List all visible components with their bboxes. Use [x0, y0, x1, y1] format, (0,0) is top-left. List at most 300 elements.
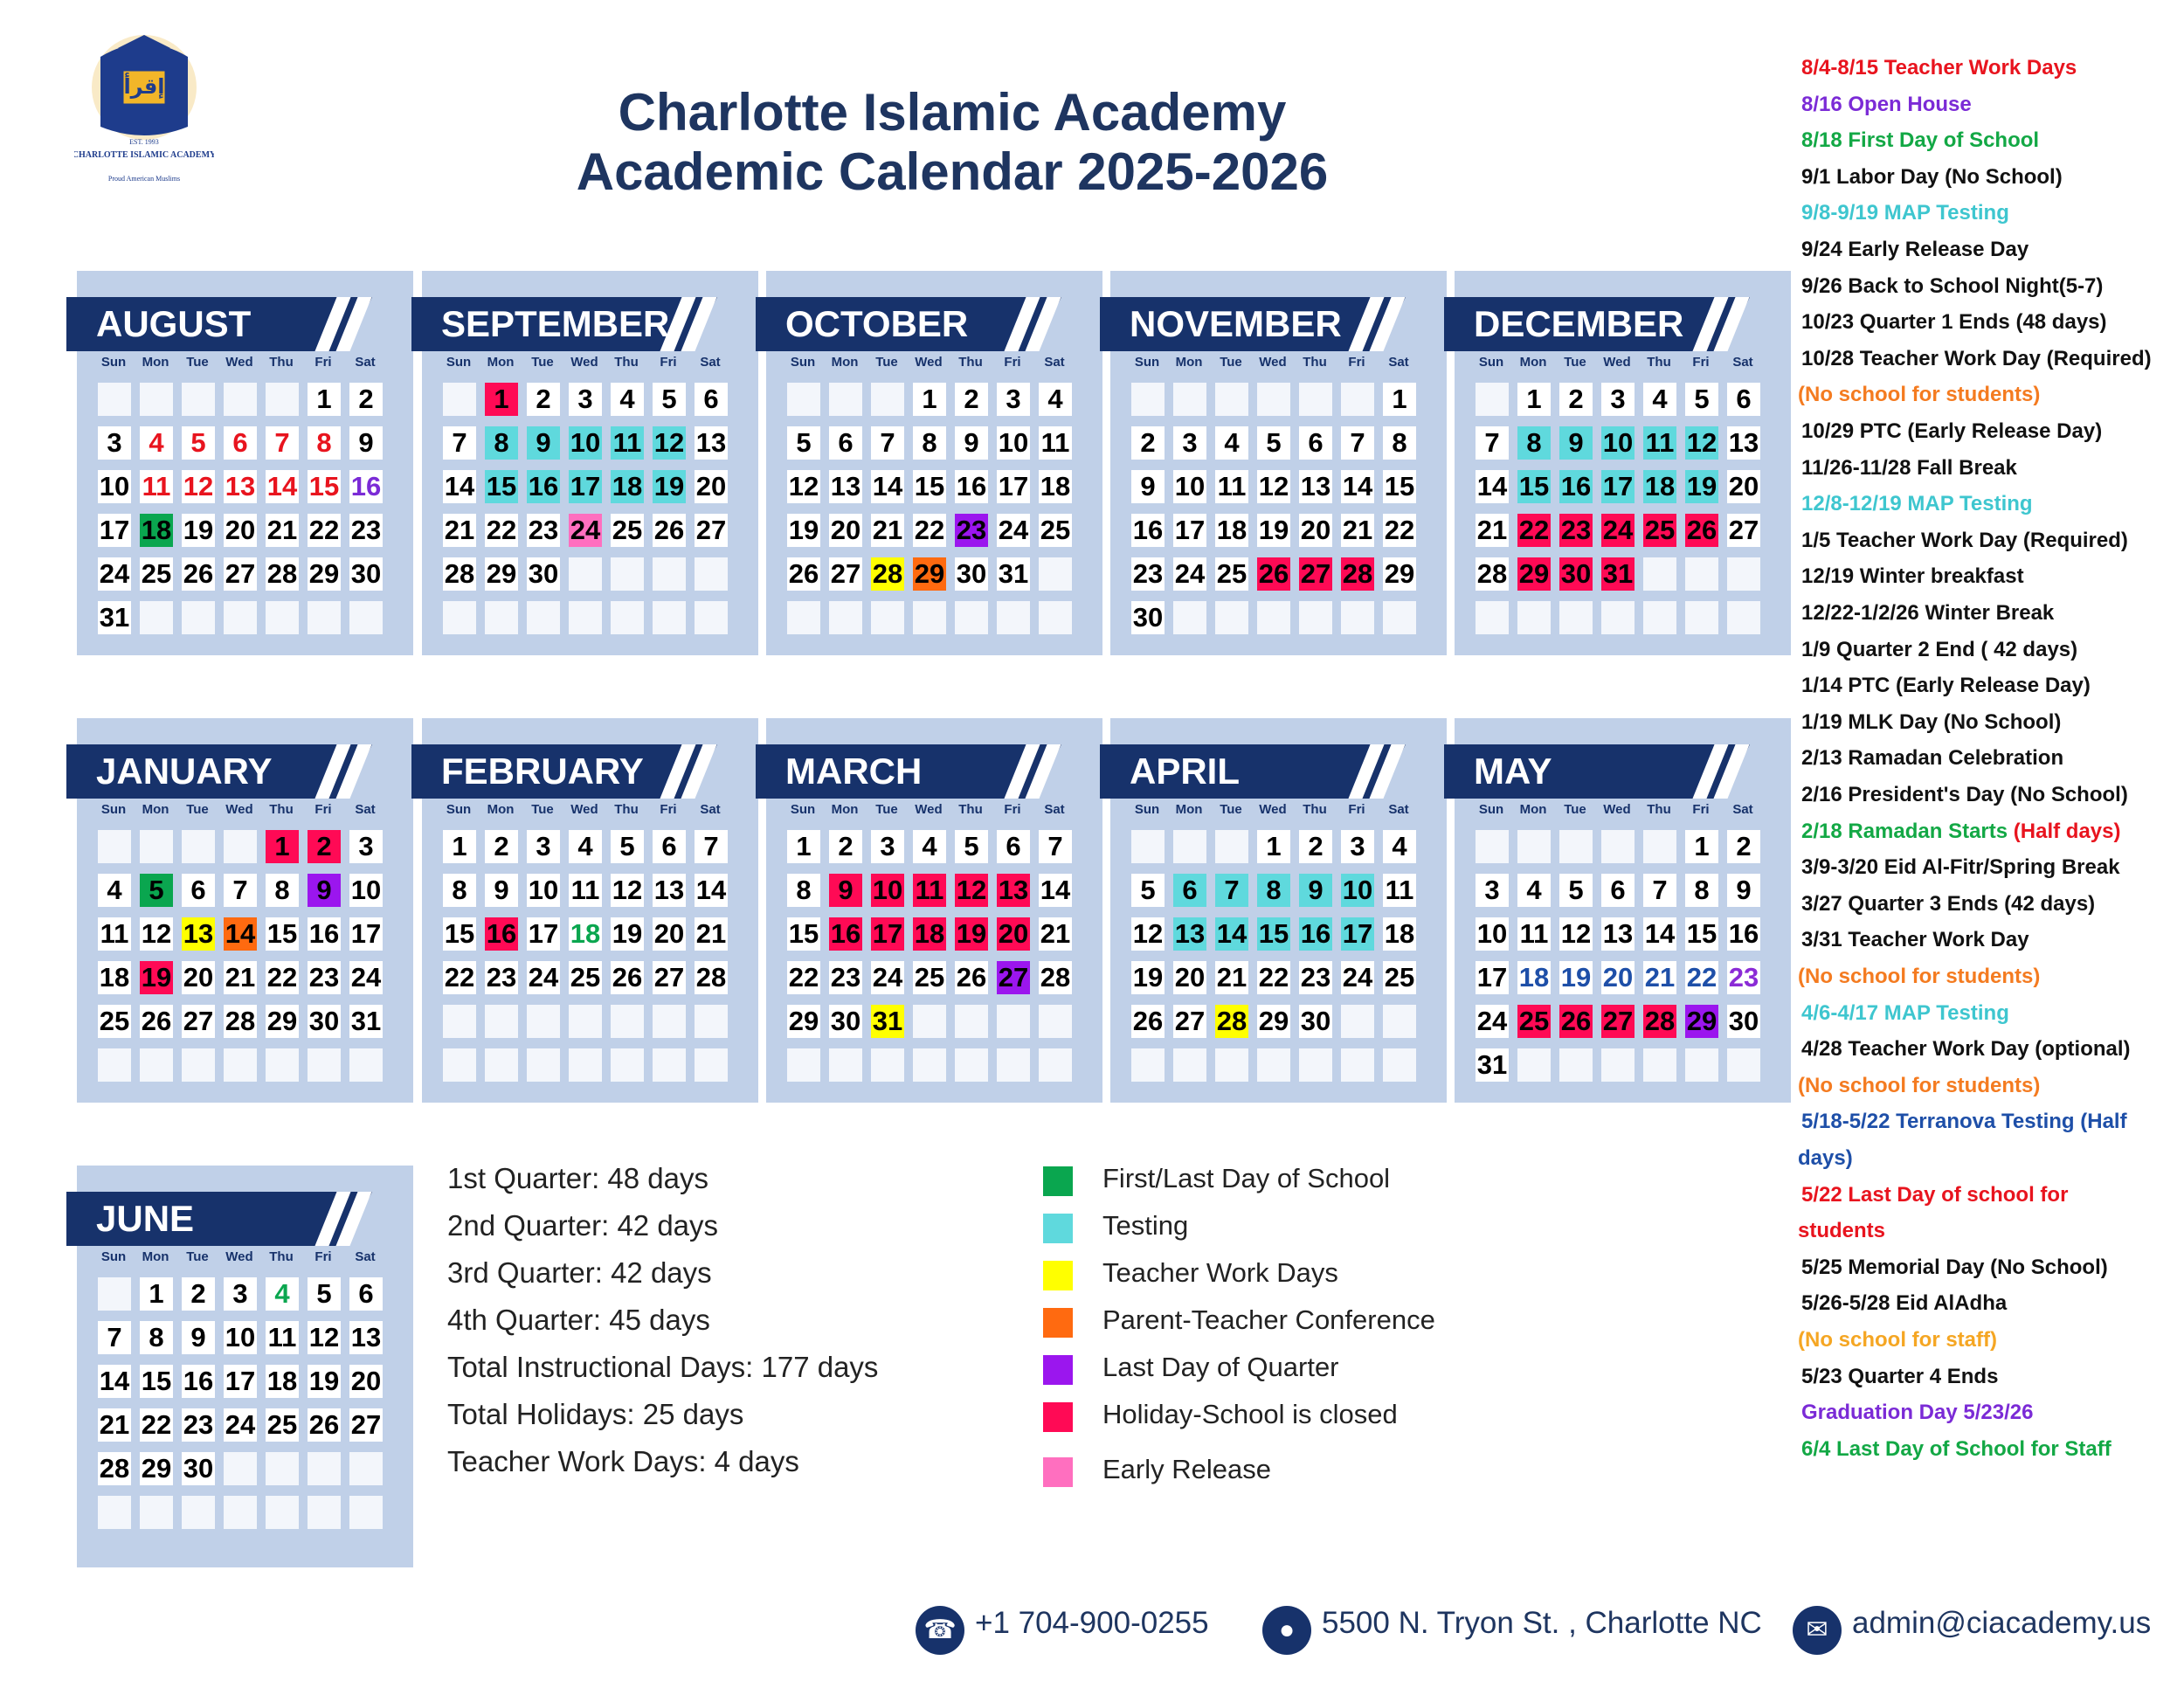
day-cell: 4 — [98, 874, 131, 907]
note-text: 2/16 President's Day (No School) — [1801, 783, 2128, 806]
day-cell: 7 — [266, 426, 299, 460]
note-item — [1801, 820, 2120, 844]
note-item — [1801, 638, 2077, 662]
day-cell: 7 — [98, 1321, 131, 1354]
empty-cell — [1131, 830, 1165, 863]
day-cell: 23 — [528, 515, 559, 545]
day-cell: 19 — [956, 918, 987, 949]
note-text: 1/9 Quarter 2 End ( 42 days) — [1801, 637, 2078, 661]
empty-cell — [224, 601, 257, 634]
day-cell: 23 — [956, 515, 987, 545]
empty-cell — [1476, 383, 1509, 416]
day-cell: 12 — [1258, 471, 1289, 502]
weekday-label: Tue — [875, 802, 898, 817]
day-cell: 10 — [1476, 918, 1508, 949]
day-cell: 4 — [1039, 383, 1072, 416]
day-cell: 21 — [225, 962, 256, 993]
weekday-label: Fri — [1692, 355, 1710, 370]
day-cell: 30 — [183, 1453, 214, 1484]
day-cell: 27 — [653, 962, 685, 993]
note-item — [1801, 1256, 2108, 1280]
day-cell: 23 — [183, 1409, 214, 1440]
empty-cell — [308, 1496, 341, 1529]
month-october — [766, 271, 1102, 655]
empty-cell — [1215, 601, 1248, 634]
empty-cell — [1685, 557, 1718, 591]
day-cell: 2 — [349, 383, 383, 416]
page-title — [489, 83, 1538, 202]
school-logo — [74, 22, 214, 188]
empty-cell — [1517, 1048, 1551, 1082]
day-cell: 17 — [1174, 515, 1206, 545]
empty-cell — [653, 601, 686, 634]
day-cell: 1 — [308, 383, 341, 416]
note-text: 3/31 Teacher Work Day — [1801, 928, 2029, 952]
note-text: 10/29 PTC (Early Release Day) — [1801, 419, 2103, 443]
note-item — [1801, 674, 2091, 698]
note-text: 1/14 PTC (Early Release Day) — [1801, 674, 2091, 698]
weekday-label: Fri — [1004, 802, 1021, 817]
day-cell: 29 — [141, 1453, 172, 1484]
weekday-label: Wed — [915, 355, 943, 370]
day-cell: 22 — [1258, 962, 1289, 993]
empty-cell — [1517, 601, 1551, 634]
day-cell: 14 — [1476, 471, 1508, 502]
day-cell: 7 — [224, 874, 257, 907]
empty-cell — [349, 1452, 383, 1485]
day-cell: 25 — [141, 558, 172, 589]
weekday-label: Sun — [100, 802, 127, 817]
day-cell: 1 — [140, 1277, 173, 1311]
title-line1: Charlotte Islamic Academy — [618, 83, 1287, 142]
day-cell: 12 — [183, 471, 214, 502]
empty-cell — [1039, 601, 1072, 634]
weekday-label: Tue — [1220, 355, 1242, 370]
empty-cell — [182, 830, 215, 863]
day-cell: 27 — [1300, 558, 1331, 589]
month-header: AUGUST — [66, 297, 346, 351]
empty-cell — [98, 1496, 131, 1529]
day-cell: 1 — [1685, 830, 1718, 863]
day-cell: 14 — [266, 471, 298, 502]
weekday-label: Tue — [531, 355, 554, 370]
empty-cell — [569, 557, 602, 591]
empty-cell — [527, 1005, 560, 1038]
empty-cell — [1341, 601, 1374, 634]
day-cell: 14 — [1644, 918, 1676, 949]
day-cell: 19 — [1132, 962, 1164, 993]
day-cell: 13 — [1174, 918, 1206, 949]
note-extra: (Half days) — [2008, 819, 2121, 843]
month-header: JANUARY — [66, 744, 346, 799]
day-cell: 12 — [308, 1322, 340, 1352]
empty-cell — [182, 601, 215, 634]
day-cell: 15 — [1258, 918, 1289, 949]
empty-cell — [349, 1048, 383, 1082]
weekday-label: Tue — [186, 355, 209, 370]
day-cell: 29 — [486, 558, 517, 589]
month-november — [1110, 271, 1447, 655]
note-item — [1801, 564, 2024, 589]
day-cell: 22 — [1686, 962, 1717, 993]
day-cell: 19 — [612, 918, 643, 949]
day-cell: 25 — [1644, 515, 1676, 545]
weekday-label: Tue — [1564, 355, 1586, 370]
day-cell: 21 — [1644, 962, 1676, 993]
weekday-label: Sun — [1134, 355, 1160, 370]
note-item — [1798, 965, 2040, 989]
logo-arabic-text: إقرأ — [123, 74, 165, 99]
day-cell: 22 — [444, 962, 475, 993]
day-cell: 25 — [612, 515, 643, 545]
day-cell: 27 — [1728, 515, 1759, 545]
note-item — [1798, 1074, 2040, 1098]
day-cell: 5 — [653, 383, 686, 416]
note-item — [1801, 928, 2029, 952]
day-cell: 10 — [1342, 875, 1373, 905]
day-cell: 16 — [956, 471, 987, 502]
empty-cell — [349, 601, 383, 634]
empty-cell — [611, 1048, 644, 1082]
empty-cell — [140, 1496, 173, 1529]
weekday-label: Fri — [1348, 802, 1365, 817]
contact-phone[interactable]: +1 704-900-0255 — [975, 1606, 1209, 1640]
legend-swatch — [1043, 1166, 1073, 1196]
day-cell: 27 — [830, 558, 861, 589]
day-cell: 12 — [956, 875, 987, 905]
day-cell: 8 — [443, 874, 476, 907]
day-cell: 11 — [1215, 470, 1248, 503]
empty-cell — [308, 1048, 341, 1082]
note-text: 1/5 Teacher Work Day (Required) — [1801, 528, 2128, 552]
empty-cell — [871, 383, 904, 416]
day-cell: 24 — [872, 962, 903, 993]
day-cell: 15 — [914, 471, 945, 502]
weekday-label: Fri — [1348, 355, 1365, 370]
day-cell: 13 — [183, 918, 214, 949]
empty-cell — [1299, 601, 1332, 634]
day-cell: 8 — [140, 1321, 173, 1354]
day-cell: 6 — [997, 830, 1030, 863]
empty-cell — [1643, 601, 1676, 634]
day-cell: 26 — [788, 558, 819, 589]
empty-cell — [1131, 383, 1165, 416]
empty-cell — [1643, 1048, 1676, 1082]
weekday-label: Thu — [269, 355, 294, 370]
month-header: JUNE — [66, 1192, 346, 1246]
note-text: 8/18 First Day of School — [1801, 128, 2040, 153]
empty-cell — [1559, 830, 1593, 863]
month-april — [1110, 718, 1447, 1103]
empty-cell — [913, 601, 946, 634]
empty-cell — [140, 383, 173, 416]
day-cell: 30 — [830, 1006, 861, 1036]
day-cell: 20 — [830, 515, 861, 545]
note-text: 5/22 Last Day of school for — [1801, 1182, 2069, 1207]
day-cell: 8 — [913, 426, 946, 460]
empty-cell — [1341, 1048, 1374, 1082]
day-cell: 5 — [955, 830, 988, 863]
empty-cell — [224, 383, 257, 416]
note-text: (No school for staff) — [1798, 1328, 1997, 1352]
day-cell: 9 — [1727, 874, 1760, 907]
day-cell: 5 — [1257, 426, 1290, 460]
empty-cell — [871, 601, 904, 634]
note-text: 8/4-8/15 Teacher Work Days — [1801, 56, 2077, 80]
day-cell: 15 — [1518, 471, 1550, 502]
empty-cell — [1173, 830, 1206, 863]
month-may — [1455, 718, 1791, 1103]
day-cell: 8 — [787, 874, 820, 907]
day-cell: 22 — [266, 962, 298, 993]
day-cell: 29 — [1518, 558, 1550, 589]
month-header: FEBRUARY — [411, 744, 691, 799]
day-cell: 14 — [444, 471, 475, 502]
day-cell: 17 — [1602, 471, 1634, 502]
empty-cell — [695, 1005, 728, 1038]
day-cell: 9 — [955, 426, 988, 460]
note-text: 12/8-12/19 MAP Testing — [1801, 492, 2033, 516]
note-item — [1798, 1146, 1853, 1171]
day-cell: 12 — [141, 918, 172, 949]
day-cell: 17 — [225, 1366, 256, 1396]
weekday-label: Mon — [1175, 802, 1203, 817]
empty-cell — [1559, 1048, 1593, 1082]
day-cell: 4 — [611, 383, 644, 416]
weekday-label: Fri — [314, 802, 332, 817]
day-cell: 16 — [1300, 918, 1331, 949]
empty-cell — [1383, 601, 1416, 634]
day-cell: 28 — [1040, 962, 1071, 993]
day-cell: 31 — [350, 1006, 382, 1036]
day-cell: 1 — [485, 383, 518, 416]
day-cell: 21 — [872, 515, 903, 545]
legend-label: Testing — [1102, 1210, 1189, 1241]
day-cell: 29 — [914, 558, 945, 589]
day-cell: 9 — [1131, 470, 1165, 503]
day-cell: 7 — [1341, 426, 1374, 460]
contact-email[interactable]: admin@ciacademy.us — [1852, 1606, 2152, 1640]
empty-cell — [140, 830, 173, 863]
day-cell: 7 — [1039, 830, 1072, 863]
location-pin-icon: ● — [1262, 1606, 1311, 1655]
empty-cell — [1601, 601, 1635, 634]
weekday-label: Thu — [269, 802, 294, 817]
legend-label: Parent-Teacher Conference — [1102, 1304, 1435, 1335]
empty-cell — [1173, 1048, 1206, 1082]
day-cell: 31 — [99, 602, 130, 633]
month-header: MARCH — [756, 744, 1035, 799]
note-item — [1801, 783, 2128, 807]
day-cell: 2 — [308, 830, 341, 863]
note-text: 3/9-3/20 Eid Al-Fitr/Spring Break — [1801, 855, 2120, 880]
weekday-label: Wed — [1603, 355, 1631, 370]
day-cell: 27 — [998, 962, 1029, 993]
weekday-label: Mon — [1519, 802, 1547, 817]
day-cell: 9 — [527, 426, 560, 460]
day-cell: 4 — [913, 830, 946, 863]
logo-est: EST. 1993 — [129, 138, 159, 146]
day-cell: 6 — [1299, 426, 1332, 460]
day-cell: 16 — [308, 918, 340, 949]
note-item — [1801, 746, 2063, 771]
quarter-line: 3rd Quarter: 42 days — [447, 1256, 712, 1289]
day-cell: 11 — [1517, 917, 1551, 951]
day-cell: 8 — [485, 426, 518, 460]
day-cell: 30 — [1300, 1006, 1331, 1036]
weekday-label: Sat — [1044, 355, 1065, 370]
day-cell: 8 — [1517, 426, 1551, 460]
day-cell: 7 — [695, 830, 728, 863]
day-cell: 13 — [998, 875, 1029, 905]
weekday-label: Wed — [1259, 355, 1287, 370]
day-cell: 4 — [266, 1277, 299, 1311]
day-cell: 14 — [695, 875, 727, 905]
day-cell: 19 — [183, 515, 214, 545]
day-cell: 12 — [1686, 427, 1717, 458]
empty-cell — [1173, 383, 1206, 416]
day-cell: 28 — [1216, 1006, 1248, 1036]
day-cell: 20 — [350, 1366, 382, 1396]
note-text: (No school for students) — [1798, 383, 2041, 407]
note-text: 2/13 Ramadan Celebration — [1801, 746, 2064, 771]
empty-cell — [98, 383, 131, 416]
note-text: 12/19 Winter breakfast — [1801, 564, 2024, 589]
day-cell: 29 — [1258, 1006, 1289, 1036]
day-cell: 9 — [829, 874, 862, 907]
day-cell: 30 — [1132, 602, 1164, 633]
weekday-label: Sun — [790, 355, 816, 370]
day-cell: 29 — [788, 1006, 819, 1036]
day-cell: 28 — [872, 558, 903, 589]
empty-cell — [1039, 557, 1072, 591]
day-cell: 19 — [308, 1366, 340, 1396]
empty-cell — [182, 383, 215, 416]
empty-cell — [1727, 557, 1760, 591]
day-cell: 23 — [1728, 962, 1759, 993]
empty-cell — [527, 601, 560, 634]
empty-cell — [308, 601, 341, 634]
weekday-label: Tue — [531, 802, 554, 817]
empty-cell — [266, 601, 299, 634]
day-cell: 8 — [1383, 426, 1416, 460]
weekday-label: Thu — [269, 1249, 294, 1264]
weekday-label: Sun — [100, 355, 127, 370]
empty-cell — [1257, 601, 1290, 634]
weekday-label: Sat — [1044, 802, 1065, 817]
day-cell: 24 — [99, 558, 130, 589]
empty-cell — [1383, 1005, 1416, 1038]
weekday-label: Wed — [225, 355, 253, 370]
weekday-label: Tue — [186, 802, 209, 817]
day-cell: 16 — [1728, 918, 1759, 949]
day-cell: 25 — [1518, 1006, 1550, 1036]
day-cell: 31 — [998, 558, 1029, 589]
day-cell: 9 — [349, 426, 383, 460]
day-cell: 5 — [140, 874, 173, 907]
weekday-label: Sun — [446, 802, 472, 817]
note-item — [1801, 274, 2103, 299]
month-header: DECEMBER — [1444, 297, 1724, 351]
day-cell: 31 — [1602, 558, 1634, 589]
weekday-label: Sat — [1732, 355, 1753, 370]
empty-cell — [611, 1005, 644, 1038]
weekday-label: Mon — [831, 802, 859, 817]
weekday-label: Sun — [100, 1249, 127, 1264]
empty-cell — [224, 830, 257, 863]
note-item — [1801, 710, 2061, 735]
note-item — [1801, 1183, 2068, 1207]
empty-cell — [611, 557, 644, 591]
note-item — [1798, 1219, 1885, 1243]
day-cell: 4 — [140, 426, 173, 460]
day-cell: 19 — [788, 515, 819, 545]
weekday-label: Sun — [1478, 355, 1504, 370]
day-cell: 13 — [1602, 918, 1634, 949]
day-cell: 22 — [141, 1409, 172, 1440]
empty-cell — [829, 1048, 862, 1082]
day-cell: 18 — [1216, 515, 1248, 545]
note-text: (No school for students) — [1798, 965, 2041, 988]
empty-cell — [1383, 1048, 1416, 1082]
note-item — [1798, 383, 2040, 407]
note-item — [1801, 1037, 2131, 1062]
empty-cell — [1131, 1048, 1165, 1082]
day-cell: 6 — [695, 383, 728, 416]
weekday-label: Sat — [700, 802, 721, 817]
day-cell: 14 — [1216, 918, 1248, 949]
day-cell: 11 — [1643, 426, 1676, 460]
day-cell: 11 — [140, 470, 173, 503]
empty-cell — [182, 1496, 215, 1529]
day-cell: 6 — [653, 830, 686, 863]
day-cell: 9 — [485, 874, 518, 907]
day-cell: 14 — [1040, 875, 1071, 905]
note-text: 12/22-1/2/26 Winter Break — [1801, 601, 2055, 625]
legend-label: Teacher Work Days — [1102, 1257, 1338, 1288]
weekday-label: Wed — [1603, 802, 1631, 817]
day-cell: 14 — [99, 1366, 130, 1396]
day-cell: 20 — [1728, 471, 1759, 502]
note-text: Graduation Day 5/23/26 — [1801, 1401, 2034, 1425]
empty-cell — [1476, 601, 1509, 634]
day-cell: 20 — [225, 515, 256, 545]
day-cell: 8 — [266, 874, 299, 907]
day-cell: 17 — [528, 918, 559, 949]
day-cell: 22 — [1384, 515, 1415, 545]
day-cell: 15 — [1686, 918, 1717, 949]
day-cell: 3 — [997, 383, 1030, 416]
day-cell: 25 — [99, 1006, 130, 1036]
empty-cell — [140, 601, 173, 634]
empty-cell — [266, 383, 299, 416]
empty-cell — [913, 1005, 946, 1038]
day-cell: 25 — [1384, 962, 1415, 993]
day-cell: 31 — [1476, 1049, 1508, 1080]
note-text: 10/23 Quarter 1 Ends (48 days) — [1801, 310, 2107, 335]
month-march — [766, 718, 1102, 1103]
note-item — [1801, 93, 1972, 117]
month-header: SEPTEMBER — [411, 297, 691, 351]
quarter-line: Total Instructional Days: 177 days — [447, 1351, 879, 1383]
note-item — [1801, 601, 2054, 626]
day-cell: 30 — [308, 1006, 340, 1036]
weekday-label: Sat — [1732, 802, 1753, 817]
weekday-label: Thu — [958, 355, 983, 370]
day-cell: 18 — [612, 471, 643, 502]
day-cell: 13 — [695, 427, 727, 458]
day-cell: 15 — [308, 471, 340, 502]
